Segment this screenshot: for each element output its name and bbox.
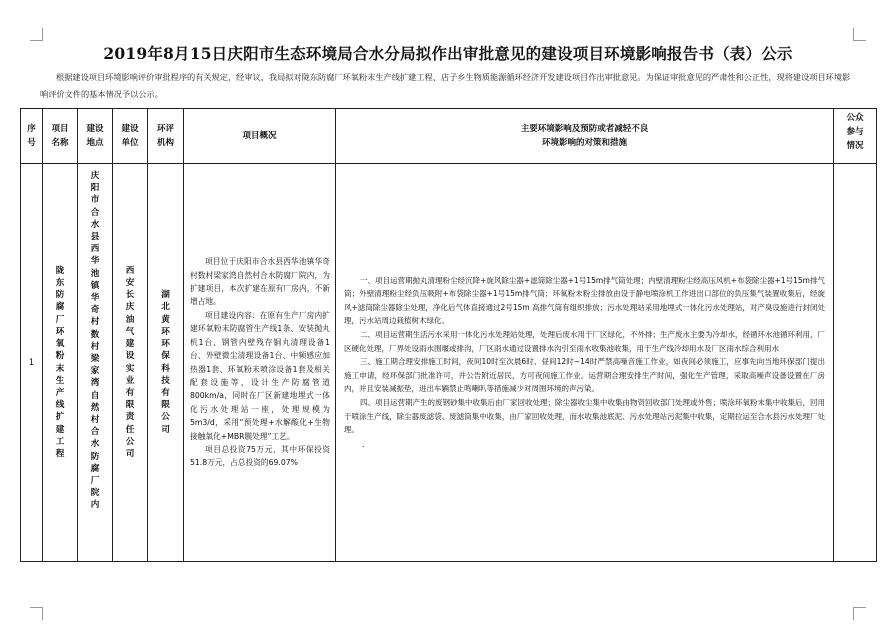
- row-site: 庆阳市合水县西华池镇华奇村数村梁家湾自然村合水防腐厂院内: [78, 164, 113, 562]
- page-title: 2019年8月15日庆阳市生态环境局合水分局拟作出审批意见的建设项目环境影响报告书（表）公示: [103, 44, 793, 63]
- row-eia-agency: 湖北黄环环保科技有限公司: [148, 164, 184, 562]
- corner-mark-top-left: [30, 28, 43, 41]
- row-unit: 西安长庆油气建设实业有限责任公司: [113, 164, 148, 562]
- header-participation: 公众参与情况: [834, 109, 877, 164]
- project-table: [20, 108, 877, 562]
- header-unit: 建设单位: [113, 109, 148, 164]
- row-participation: [834, 164, 877, 562]
- corner-mark-bottom-left: [30, 607, 43, 620]
- row-seq: 1: [21, 164, 43, 562]
- row-project-name: 陇东防腐厂环氧粉末生产线扩建工程: [43, 164, 78, 562]
- header-seq: 序号: [21, 109, 43, 164]
- table-row: [21, 164, 877, 562]
- intro-paragraph: 根据建设项目环境影响评价审批程序的有关规定，经审议，我局拟对陇东防腐厂环氧粉末生产线扩建工程、店子乡生物质能源循环经济开发建设项目作出审批意见。为保证审批意见的严肃性和公正性，现将建设项目环境影响评价文件的基本情况予以公示。: [40, 72, 851, 99]
- row-overview: 项目位于庆阳市合水县西华池镇华奇村数村梁家湾自然村合水防腐厂院内，为扩建项目，本次扩建在原有厂房内，不新增占地。 项目建设内容：在原有生产厂房内扩建环氧粉末防腐管生产线1条、安装抛丸机1台、钢管内壁残存铜丸清理设备1台、外壁微尘清理设备1台、中频感应加热器1套、环氧粉末喷涂设备1套及相关配套设施等，设计生产防腐管道800km/a，同时在厂区新建地埋式一体化污水处理站一座，处理规模为5m3/d，采用“预处理+水解酸化+生物接触氧化+MBR膜处理”工艺。 项目总投资75万元，其中环保投资51.8万元，占总投资的69.07%: [184, 164, 336, 562]
- header-eia: 环评机构: [148, 109, 184, 164]
- corner-mark-top-right: [853, 28, 866, 41]
- header-overview: 项目概况: [184, 109, 336, 164]
- header-site: 建设地点: [78, 109, 113, 164]
- row-measures: 一、项目运营期抛丸清理粉尘经沉降+旋风除尘器+滤筒除尘器+1号15m排气筒处理；内壁清理粉尘经高压风机+布袋除尘器+1号15m排气筒；外壁清理粉尘经负压吸附+布袋除尘器+1号15m排气筒；环氧粉末粉尘排放由设于静电喷涂机工作进出口部位的负压集气装置收集后，经旋风+滤筒除尘器除尘处理，净化后气体直接通过2号15m 高排气筒有组织排放；污水处理站采用地埋式一体化污水处理站，对产臭设施进行封闭处理，污水站周边栽植树木绿化。 二、项目运营期生活污水采用一体化污水处理站处理，处理后废水用于厂区绿化，不外排；生产废水主要为冷却水，经循环水池循环利用，厂区硬化处理，厂界处设雨水围堰或排沟，厂区雨水通过设置排水沟引至雨水收集池收集，用于生产线冷却用水及厂区雨水综合利用水 三、施工期合理安排施工时间，夜间10时至次晨6时、昼间12时~14时严禁高噪音施工作业，如夜间必须施工，应事先向当地环保部门提出施工申请，经环保部门批准许可，并公告附近居民，方可夜间施工作业。运营期合理安排生产时间，强化生产管理，采取高噪声设备设置在厂房内，并且安装减振垫，进出车辆禁止鸣喇叭等措施减少对周围环境的声污染。 四、项目运营期产生的废钢砂集中收集后由厂家回收处理；除尘器收尘集中收集由物资回收部门处理或外售；喷涂环氧粉末集中收集后，回用于喷涂生产线，除尘器废滤袋、废滤筒集中收集，由厂家回收处理，而水收集池底泥、污水处理站污泥集中收集，定期拉运至合水县污水处理厂处理。 .: [336, 164, 834, 562]
- corner-mark-bottom-right: [853, 607, 866, 620]
- header-measures: 主要环境影响及预防或者减轻不良 环境影响的对策和措施: [336, 109, 834, 164]
- table-header-row: [21, 109, 877, 164]
- header-name: 项目名称: [43, 109, 78, 164]
